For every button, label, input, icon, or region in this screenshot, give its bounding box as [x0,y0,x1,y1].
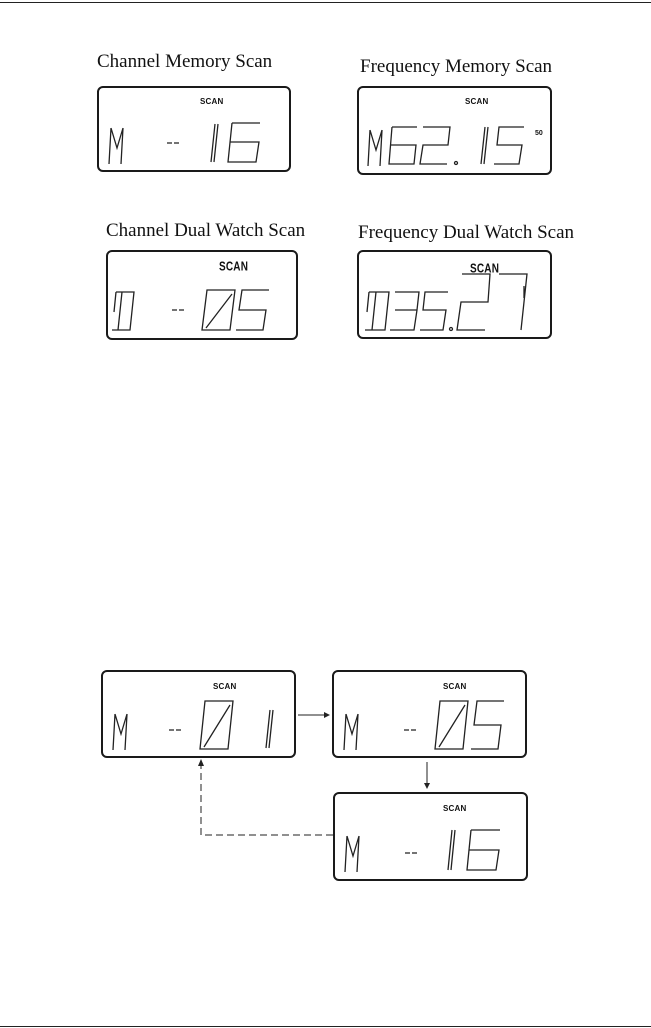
scan-indicator: SCAN [443,804,467,813]
lcd-sequence-step-3 [333,792,528,881]
scan-indicator: SCAN [213,682,237,691]
caption-frequency-memory-scan: Frequency Memory Scan [360,56,553,77]
lcd-digit-readout [334,672,529,760]
caption-channel-memory-scan: Channel Memory Scan [97,51,273,72]
lcd-sequence-step-2 [332,670,527,758]
scan-indicator: SCAN [200,97,224,106]
lcd-sequence-step-1 [101,670,296,758]
lcd-digit-readout [103,672,298,760]
channel-subscript: 50 [535,130,543,137]
scan-indicator: SCAN [465,97,489,106]
scan-indicator: SCAN [219,260,249,275]
scan-indicator: SCAN [470,262,500,277]
lcd-digit-readout [335,794,530,883]
caption-channel-dual-watch-scan: Channel Dual Watch Scan [106,220,306,241]
caption-frequency-dual-watch-scan: Frequency Dual Watch Scan [358,222,575,243]
scan-indicator: SCAN [443,682,467,691]
